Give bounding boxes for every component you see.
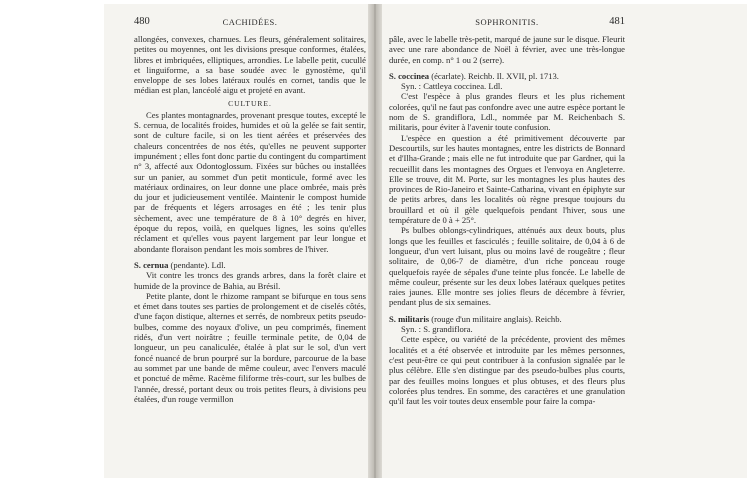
species-militaris-para-1: Cette espèce, ou variété de la précédente, provient des mêmes localités et a été observée et introduite par les mêmes personnes, c'est peut-être ce qui peut contribuer à la confusion signalée par le plus célèbre. Elle s'en distingue par des pseudo-bulbes plus courts, par des feuilles moins longues et plus obtuses, et des fleurs plus colorées plus tendres. En somme, des caractères et une granulation qu'il faut les voir toutes deux ensemble pour faire la compa- [389, 334, 625, 407]
species-cernua-authority: (pendante). Ldl. [168, 259, 226, 270]
species-coccinea-name: S. coccinea [389, 70, 430, 81]
left-page [134, 16, 366, 404]
culture-heading: CULTURE. [228, 98, 272, 108]
species-cernua-heading [134, 260, 366, 270]
book-scan [104, 4, 747, 478]
left-page-number: 480 [134, 16, 150, 27]
book-gutter [368, 4, 382, 478]
left-running-head [134, 16, 366, 34]
species-coccinea-heading [389, 71, 625, 81]
left-lead-paragraph: allongées, convexes, charnues. Les fleurs, généralement solitaires, petites ou moyennes, ont les divisions presque conformes, étalées, libres et imbriquées, elliptiques, arrondies. Le labelle petit, cucullé et linguiforme, a sa base soudée avec le gynostème, qu'il enveloppe de ses lobes latéraux roulés en cornet, tandis que le médian est plan, lancéolé aigu et projeté en avant. [134, 34, 366, 96]
culture-paragraph: Ces plantes montagnardes, provenant presque toutes, excepté le S. cernua, de localités froides, humides et où la gelée se fait sentir, sont de culture facile, si on les tient aérées et préservées des chaleurs concentrées de nos étés, qu'elles ne peuvent supporter impunément ; elles font donc partie du contingent du compartiment n° 3, affecté aux Odontoglossum. Fixées sur bûches ou installées sur un panier, au sommet d'un petit monticule, formé avec les matériaux ordinaires, on leur donne une place ombrée, mais près du jour et judicieusement ventilée. Maintenir le compost humide par de fréquents et légers arrosages en été ; les tenir plus sèchement, avec une température de 8 à 10° degrés en hiver, époque du repos, voilà, en quelques lignes, les soins qu'elles réclament et qu'elles vous payent largement par leur longue et abondante floraison pendant les mois sombres de l'hiver. [134, 109, 366, 254]
species-cernua-habitat: Vit contre les troncs des grands arbres, dans la forêt claire et humide de la province de Bahia, au Brésil. [134, 270, 366, 291]
left-running-title: CACHIDÉES. [222, 17, 278, 27]
right-page [389, 16, 625, 406]
species-cernua-description: Petite plante, dont le rhizome rampant se bifurque en tous sens et émet dans toutes ses parties de prolongement et de ciselés côtés, d'une façon distique, alternes et serrés, de nombreux petits pseudo-bulbes, comme des noyaux d'olive, un peu comprimés, finement ridés, d'un vert noirâtre ; feuille terminale petite, de 0,04 de longueur, un peu canaliculée, étalée à plat sur le sol, d'un vert foncé nuancé de brun pourpré sur la bordure, parcourue de la base au sommet par une bande de même couleur, avec l'envers maculé et ponctué de même. Racème filiforme très-court, sur les bulbes de l'année, dressé, portant deux ou trois petites fleurs, à divisions peu étalées, d'un rouge vermillon [134, 290, 366, 404]
species-cernua-name: S. cernua [134, 259, 169, 270]
species-militaris-heading [389, 314, 625, 324]
species-coccinea-synonym: Syn. : Cattleya coccinea. Ldl. [401, 81, 503, 92]
right-page-number: 481 [609, 16, 625, 27]
right-running-head [389, 16, 625, 34]
species-coccinea-para-3: Ps bulbes oblongs-cylindriques, atténués aux deux bouts, plus longs que les feuilles et fasciculés ; feuille solitaire, de 0,04 à 6 de longueur, d'un vert luisant, plus ou moins lavé de rougeâtre ; fleur solitaire, de 0,06-7 de diamètre, d'un riche ponceau rouge quelquefois rayée de sépales d'une teinte plus foncée. Le labelle de même couleur, présente sur les deux lobes latéraux quelques petites raies jaunes. Elle montre ses jolies fleurs de décembre à février, pendant plus de six semaines. [389, 225, 625, 308]
species-militaris-synonym: Syn. : S. grandiflora. [401, 324, 473, 335]
right-running-title: SOPHRONITIS. [475, 17, 539, 27]
right-continuation: pâle, avec le labelle très-petit, marqué de jaune sur le disque. Fleurit avec une rare abondance de Noël à février, avec une très-longue durée, en comp. n° 1 ou 2 (serre). [389, 34, 625, 65]
species-militaris-name: S. militaris [389, 313, 430, 324]
species-coccinea-authority: (écarlate). Reichb. Il. XVII, pl. 1713. [429, 70, 559, 81]
species-militaris-authority: (rouge d'un militaire anglais). Reichb. [429, 313, 562, 324]
species-coccinea-para-2: L'espèce en question a été primitivement découverte par Descourtils, sur les hautes montagnes, entre les districts de Bonnard et d'Ilha-Grande ; mais elle ne fut introduite que par Gardner, qui la recueillit dans les montagnes des Orgues et l'envoya en Angleterre. Elle se trouve, dit M. Porte, sur les montagnes les plus hautes des provinces de Rio-Janeiro et Sainte-Catharina, vivant en épiphyte sur de petits arbres, dans les localités où règne presque toujours du brouillard et où il gèle quelquefois pendant l'hiver, sous une température de 0 à + 25°. [389, 132, 625, 226]
species-coccinea-para-1: C'est l'espèce à plus grandes fleurs et les plus richement colorées, qu'il ne faut pas confondre avec une autre espèce portant le nom de S. grandiflora, Ldl., nommée par M. Reichenbach S. militaris, pour éviter à l'avenir toute confusion. [389, 91, 625, 133]
